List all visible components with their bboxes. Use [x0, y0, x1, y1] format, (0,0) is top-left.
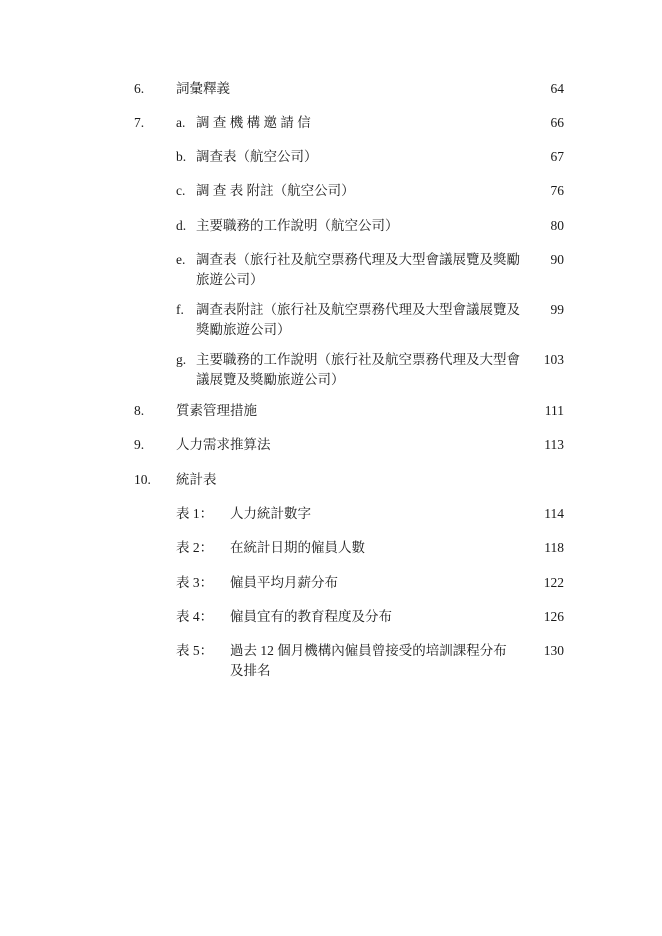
- entry-number: 7.: [134, 115, 145, 130]
- entry-title: 過去 12 個月機構內僱員曾接受的培訓課程分布及排名: [230, 643, 507, 678]
- entry-letter: e.: [176, 252, 186, 267]
- entry-page: 90: [550, 252, 564, 267]
- entry-page: 80: [550, 218, 564, 233]
- entry-page: 99: [550, 302, 564, 317]
- entry-page: 118: [544, 540, 564, 555]
- entry-title: 人力需求推算法: [176, 437, 271, 452]
- entry-letter: b.: [176, 149, 187, 164]
- entry-page: 126: [543, 609, 564, 624]
- entry-page: 122: [543, 575, 564, 590]
- entry-title: 統計表: [176, 472, 217, 487]
- entry-title: 調查表附註（旅行社及航空票務代理及大型會議展覽及獎勵旅遊公司）: [196, 302, 520, 337]
- entry-page: 76: [550, 183, 564, 198]
- table-label: 表 1：: [176, 506, 214, 521]
- table-label: 表 3：: [176, 575, 214, 590]
- entry-title: 詞彙釋義: [176, 81, 230, 96]
- entry-title: 僱員平均月薪分布: [230, 575, 338, 590]
- entry-page: 66: [550, 115, 564, 130]
- entry-page: 67: [550, 149, 564, 164]
- entry-title: 人力統計數字: [230, 506, 311, 521]
- entry-page: 113: [544, 437, 564, 452]
- entry-title: 在統計日期的僱員人數: [230, 540, 365, 555]
- entry-title: 調查表（航空公司）: [196, 149, 318, 164]
- entry-title: 調查表（旅行社及航空票務代理及大型會議展覽及獎勵旅遊公司）: [196, 252, 520, 287]
- entry-page: 103: [543, 352, 564, 367]
- entry-title: 主要職務的工作說明（航空公司）: [196, 218, 399, 233]
- table-label: 表 5：: [176, 643, 214, 658]
- entry-number: 10.: [134, 472, 151, 487]
- entry-title: 調 查 機 構 邀 請 信: [196, 115, 311, 130]
- entry-number: 8.: [134, 403, 145, 418]
- entry-title: 主要職務的工作說明（旅行社及航空票務代理及大型會議展覽及獎勵旅遊公司）: [196, 352, 520, 387]
- entry-title: 調 查 表 附註（航空公司）: [196, 183, 355, 198]
- entry-title: 質素管理措施: [176, 403, 257, 418]
- entry-number: 6.: [134, 81, 145, 96]
- entry-page: 130: [543, 643, 564, 658]
- entry-letter: g.: [176, 352, 187, 367]
- entry-number: 9.: [134, 437, 145, 452]
- entry-page: 64: [550, 81, 564, 96]
- entry-page: 114: [544, 506, 564, 521]
- table-label: 表 4：: [176, 609, 214, 624]
- entry-letter: d.: [176, 218, 187, 233]
- entry-title: 僱員宜有的教育程度及分布: [230, 609, 392, 624]
- entry-letter: c.: [176, 183, 186, 198]
- entry-letter: f.: [176, 302, 184, 317]
- entry-letter: a.: [176, 115, 186, 130]
- table-label: 表 2：: [176, 540, 214, 555]
- entry-page: 111: [544, 403, 564, 418]
